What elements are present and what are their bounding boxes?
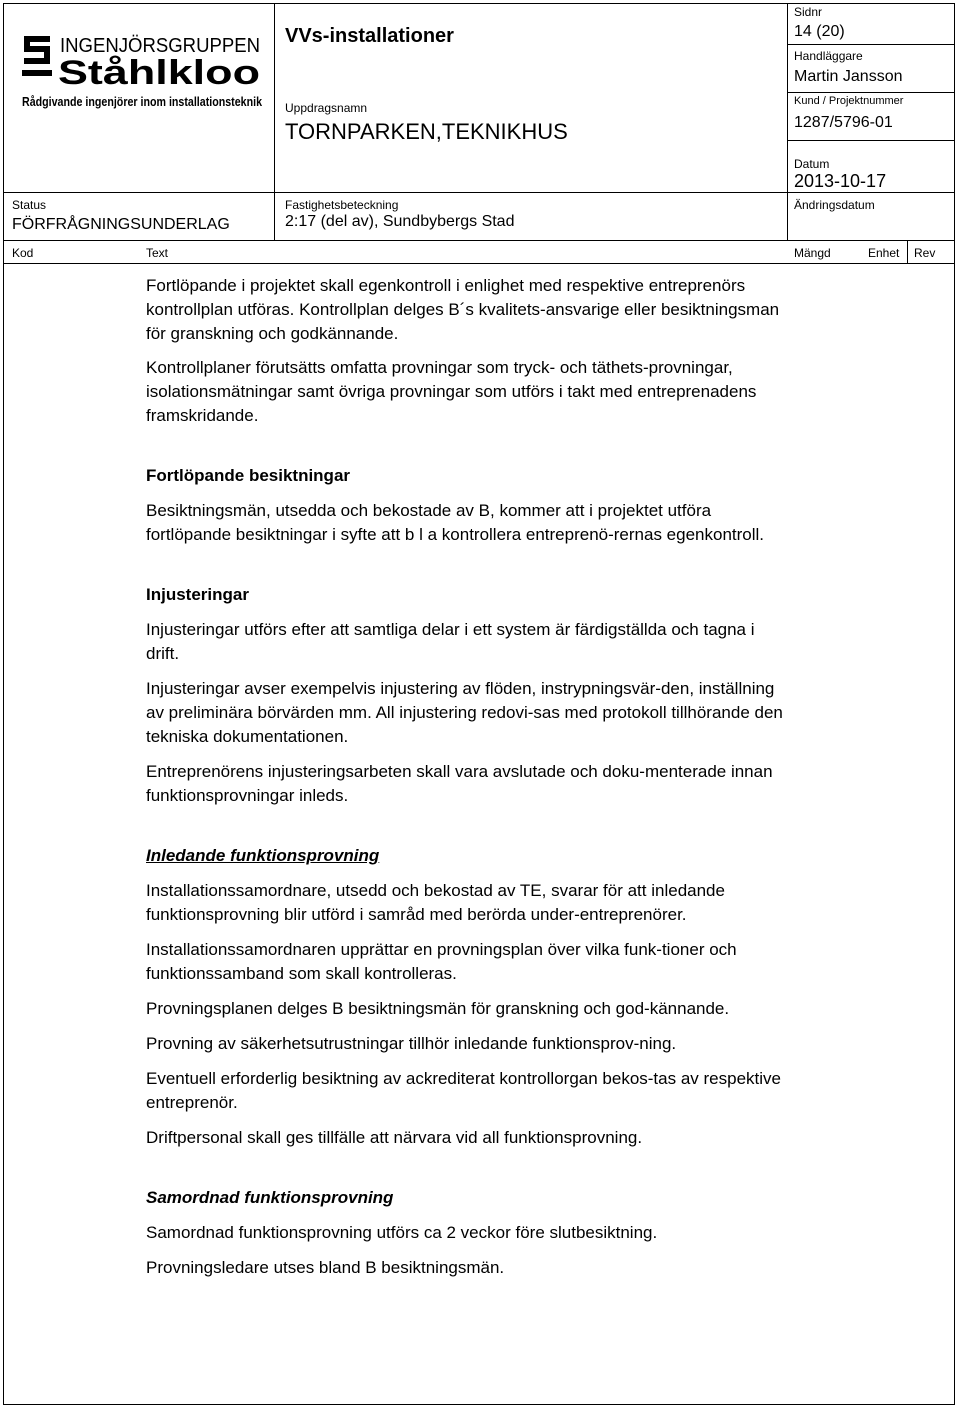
rule-columns-bottom	[3, 263, 955, 264]
rule-header-bottom	[3, 240, 955, 241]
logo-company-line1: INGENJÖRSGRUPPEN	[60, 35, 260, 57]
page-number: 14 (20)	[794, 23, 845, 40]
body-text	[146, 274, 786, 1280]
rule-handler	[787, 92, 955, 93]
project-label: Uppdragsnamn	[285, 101, 368, 115]
rule-date	[787, 192, 955, 193]
paragraph: Besiktningsmän, utsedda och bekostade av B, kommer att i projektet utföra fortlöpande besiktningar i syfte att b l a kontrollera entreprenö-rernas egenkontroll.	[146, 501, 765, 544]
status-value: FÖRFRÅGNINGSUNDERLAG	[12, 216, 230, 233]
project-name: TORNPARKEN,TEKNIKHUS	[285, 119, 568, 144]
client-value: 1287/5796-01	[794, 114, 893, 131]
rule-client	[787, 140, 955, 141]
page-label: Sidnr	[794, 5, 823, 19]
property-label: Fastighetsbeteckning	[285, 198, 399, 212]
paragraph: Samordnad funktionsprovning utförs ca 2 veckor före slutbesiktning.	[146, 1223, 658, 1242]
column-kod: Kod	[12, 246, 34, 260]
status-label: Status	[12, 198, 47, 212]
paragraph: Kontrollplaner förutsätts omfatta provningar som tryck- och täthets-provningar, isolationsmätningar samt övriga provningar som utförs i takt med entreprenadens framskridande.	[146, 358, 757, 425]
column-rev: Rev	[914, 246, 936, 260]
section-heading-inledande: Inledande funktionsprovning	[146, 846, 380, 865]
header-divider-left	[274, 3, 275, 241]
date-value: 2013-10-17	[794, 171, 887, 191]
section-heading-injusteringar: Injusteringar	[146, 585, 249, 604]
rule-sidnr	[787, 44, 955, 45]
paragraph: Eventuell erforderlig besiktning av ackrediterat kontrollorgan bekos-tas av respektive entreprenör.	[146, 1069, 781, 1112]
date-label: Datum	[794, 157, 830, 171]
logo-company-line2: Ståhlkloo	[58, 54, 260, 92]
rule-status	[3, 192, 787, 193]
logo-tagline: Rådgivande ingenjörer inom installationsteknik	[22, 94, 263, 109]
column-enhet: Enhet	[868, 246, 900, 260]
paragraph: Fortlöpande i projektet skall egenkontroll i enlighet med respektive entreprenörs kontrollplan utföras. Kontrollplan delges B´s kvalitets-ansvarige eller besiktningsman för granskning och godkännande.	[146, 276, 780, 343]
logo-mark-icon	[22, 36, 52, 76]
column-text: Text	[146, 246, 169, 260]
handler-label: Handläggare	[794, 49, 863, 63]
handler-value: Martin Jansson	[794, 68, 903, 85]
company-logo	[20, 30, 264, 112]
paragraph: Injusteringar utförs efter att samtliga delar i ett system är färdigställda och tagna i drift.	[146, 620, 755, 663]
paragraph: Installationssamordnare, utsedd och bekostad av TE, svarar för att inledande funktionsprovning blir utförd i samråd med berörda under-entreprenörer.	[146, 881, 725, 924]
paragraph: Provningsplanen delges B besiktningsmän för granskning och god-kännande.	[146, 999, 730, 1018]
paragraph: Installationssamordnaren upprättar en provningsplan över vilka funk-tioner och funktionssamband som skall kontrolleras.	[146, 940, 737, 983]
section-heading-samordnad: Samordnad funktionsprovning	[146, 1188, 394, 1207]
paragraph: Entreprenörens injusteringsarbeten skall vara avslutade och doku-menterade innan funktionsprovningar inleds.	[146, 762, 773, 805]
paragraph: Driftpersonal skall ges tillfälle att närvara vid all funktionsprovning.	[146, 1128, 643, 1147]
paragraph: Injusteringar avser exempelvis injustering av flöden, instrypningsvär-den, inställning av preliminära börvärden mm. All injustering redovi-sas med protokoll tillhörande den tekniska dokumentationen.	[146, 679, 783, 746]
section-heading-besiktningar: Fortlöpande besiktningar	[146, 466, 351, 485]
paragraph: Provning av säkerhetsutrustningar tillhör inledande funktionsprov-ning.	[146, 1034, 677, 1053]
paragraph: Provningsledare utses bland B besiktningsmän.	[146, 1258, 505, 1277]
column-divider-rev	[907, 240, 908, 263]
client-label: Kund / Projektnummer	[794, 95, 904, 107]
column-mangd: Mängd	[794, 246, 831, 260]
property-value: 2:17 (del av), Sundbybergs Stad	[285, 213, 515, 230]
document-title: VVs-installationer	[285, 25, 454, 47]
header-divider-right	[787, 3, 788, 241]
change-date-label: Ändringsdatum	[794, 198, 875, 212]
